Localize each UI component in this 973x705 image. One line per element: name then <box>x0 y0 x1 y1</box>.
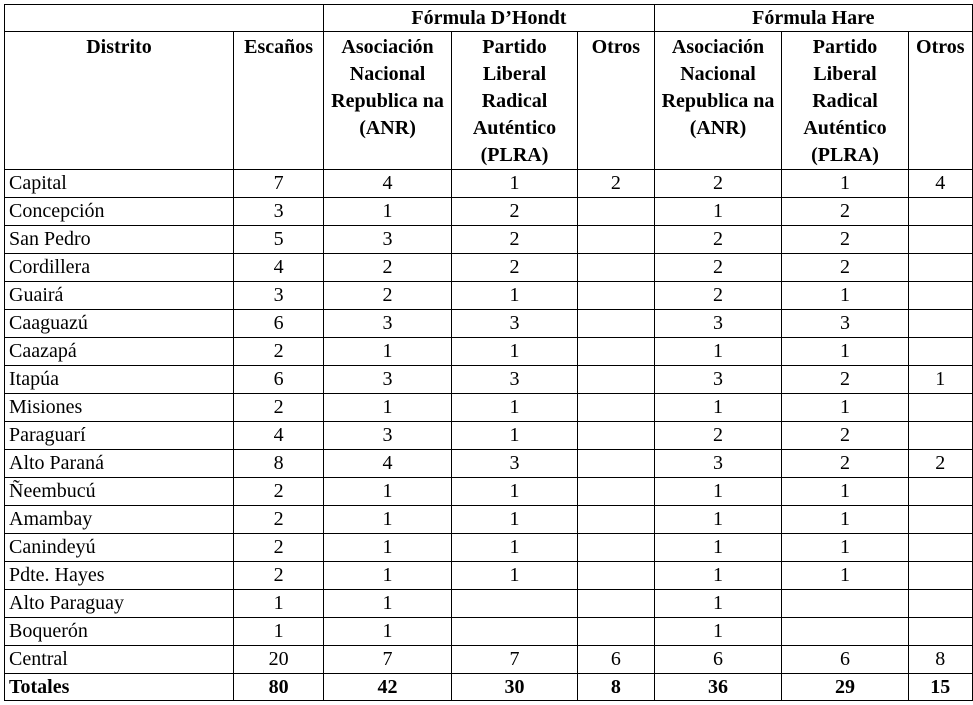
hare-group-header: Fórmula Hare <box>654 5 972 32</box>
cell-distrito: Ñeembucú <box>5 478 234 506</box>
cell-dhondt-otros <box>578 226 655 254</box>
table-row <box>5 646 973 674</box>
cell-dhondt-plra: 1 <box>451 338 577 366</box>
cell-hare-otros <box>908 310 972 338</box>
cell-hare-anr: 3 <box>654 450 782 478</box>
cell-escanos: 4 <box>234 254 324 282</box>
cell-dhondt-plra: 7 <box>451 646 577 674</box>
cell-hare-plra: 1 <box>782 534 908 562</box>
cell-dhondt-plra: 1 <box>451 170 577 198</box>
cell-hare-otros <box>908 282 972 310</box>
cell-dhondt-otros <box>578 282 655 310</box>
cell-dhondt-plra: 1 <box>451 562 577 590</box>
cell-hare-plra <box>782 590 908 618</box>
cell-dhondt-otros <box>578 366 655 394</box>
cell-distrito: Boquerón <box>5 618 234 646</box>
cell-distrito: Misiones <box>5 394 234 422</box>
cell-distrito: Itapúa <box>5 366 234 394</box>
cell-hare-plra: 1 <box>782 170 908 198</box>
header-dhondt-otros: Otros <box>578 32 655 170</box>
cell-hare-plra: 6 <box>782 646 908 674</box>
cell-dhondt-anr: 1 <box>324 478 452 506</box>
cell-hare-anr: 1 <box>654 198 782 226</box>
cell-hare-otros <box>908 198 972 226</box>
cell-hare-anr: 2 <box>654 422 782 450</box>
cell-escanos: 2 <box>234 506 324 534</box>
cell-distrito: Caazapá <box>5 338 234 366</box>
cell-escanos: 4 <box>234 422 324 450</box>
cell-dhondt-plra: 1 <box>451 422 577 450</box>
cell-distrito: Guairá <box>5 282 234 310</box>
table-row <box>5 198 973 226</box>
cell-escanos: 8 <box>234 450 324 478</box>
table-row <box>5 478 973 506</box>
cell-distrito: Pdte. Hayes <box>5 562 234 590</box>
cell-dhondt-plra: 3 <box>451 366 577 394</box>
cell-hare-plra <box>782 618 908 646</box>
cell-hare-otros <box>908 590 972 618</box>
cell-hare-anr: 2 <box>654 226 782 254</box>
cell-dhondt-anr: 1 <box>324 590 452 618</box>
cell-escanos: 3 <box>234 282 324 310</box>
table-row <box>5 422 973 450</box>
cell-dhondt-anr: 1 <box>324 618 452 646</box>
cell-dhondt-anr: 3 <box>324 226 452 254</box>
table-row <box>5 506 973 534</box>
cell-hare-anr: 3 <box>654 366 782 394</box>
cell-hare-anr: 1 <box>654 562 782 590</box>
cell-hare-plra: 2 <box>782 226 908 254</box>
totals-escanos: 80 <box>234 674 324 701</box>
table-row <box>5 562 973 590</box>
totals-hare-plra: 29 <box>782 674 908 701</box>
cell-hare-plra: 2 <box>782 422 908 450</box>
cell-hare-otros <box>908 534 972 562</box>
cell-dhondt-anr: 1 <box>324 338 452 366</box>
cell-hare-anr: 2 <box>654 170 782 198</box>
cell-hare-otros <box>908 226 972 254</box>
cell-dhondt-plra: 3 <box>451 310 577 338</box>
cell-dhondt-otros <box>578 338 655 366</box>
cell-dhondt-anr: 3 <box>324 310 452 338</box>
empty-header-cell <box>5 5 324 32</box>
cell-dhondt-otros <box>578 254 655 282</box>
cell-dhondt-otros <box>578 198 655 226</box>
dhondt-group-header: Fórmula D’Hondt <box>324 5 654 32</box>
cell-escanos: 6 <box>234 366 324 394</box>
totals-label: Totales <box>5 674 234 701</box>
cell-dhondt-plra: 1 <box>451 506 577 534</box>
totals-hare-anr: 36 <box>654 674 782 701</box>
cell-escanos: 20 <box>234 646 324 674</box>
table-row <box>5 226 973 254</box>
cell-hare-anr: 1 <box>654 590 782 618</box>
cell-distrito: Canindeyú <box>5 534 234 562</box>
header-hare-anr: Asociación Nacional Republica na (ANR) <box>654 32 782 170</box>
cell-escanos: 2 <box>234 394 324 422</box>
cell-escanos: 1 <box>234 590 324 618</box>
cell-escanos: 5 <box>234 226 324 254</box>
cell-dhondt-plra <box>451 618 577 646</box>
table-row <box>5 310 973 338</box>
cell-hare-otros <box>908 562 972 590</box>
cell-dhondt-plra: 2 <box>451 254 577 282</box>
cell-hare-plra: 3 <box>782 310 908 338</box>
header-hare-otros: Otros <box>908 32 972 170</box>
cell-dhondt-otros <box>578 310 655 338</box>
table-row <box>5 450 973 478</box>
cell-dhondt-plra: 1 <box>451 478 577 506</box>
cell-hare-plra: 2 <box>782 366 908 394</box>
cell-dhondt-anr: 1 <box>324 394 452 422</box>
table-row <box>5 394 973 422</box>
table-row <box>5 534 973 562</box>
table-row <box>5 590 973 618</box>
cell-dhondt-otros <box>578 618 655 646</box>
cell-distrito: Cordillera <box>5 254 234 282</box>
cell-dhondt-anr: 3 <box>324 422 452 450</box>
cell-hare-otros: 4 <box>908 170 972 198</box>
cell-hare-plra: 1 <box>782 506 908 534</box>
cell-dhondt-anr: 1 <box>324 534 452 562</box>
cell-dhondt-otros <box>578 422 655 450</box>
totals-dhondt-otros: 8 <box>578 674 655 701</box>
cell-hare-anr: 1 <box>654 478 782 506</box>
cell-hare-otros: 8 <box>908 646 972 674</box>
table-row <box>5 254 973 282</box>
cell-escanos: 2 <box>234 338 324 366</box>
cell-hare-plra: 1 <box>782 282 908 310</box>
seat-distribution-table <box>4 4 973 701</box>
cell-hare-anr: 1 <box>654 506 782 534</box>
header-hare-plra: Partido Liberal Radical Auténtico (PLRA) <box>782 32 908 170</box>
table-body <box>5 170 973 674</box>
table-row <box>5 618 973 646</box>
cell-distrito: Central <box>5 646 234 674</box>
cell-distrito: San Pedro <box>5 226 234 254</box>
cell-escanos: 2 <box>234 534 324 562</box>
cell-distrito: Caaguazú <box>5 310 234 338</box>
cell-hare-plra: 2 <box>782 254 908 282</box>
totals-dhondt-anr: 42 <box>324 674 452 701</box>
table-row <box>5 338 973 366</box>
cell-hare-otros <box>908 618 972 646</box>
cell-escanos: 2 <box>234 562 324 590</box>
header-distrito: Distrito <box>5 32 234 170</box>
cell-escanos: 6 <box>234 310 324 338</box>
cell-dhondt-anr: 2 <box>324 282 452 310</box>
cell-hare-plra: 1 <box>782 394 908 422</box>
cell-hare-anr: 3 <box>654 310 782 338</box>
cell-hare-otros <box>908 422 972 450</box>
cell-dhondt-anr: 1 <box>324 198 452 226</box>
cell-hare-anr: 1 <box>654 394 782 422</box>
cell-dhondt-anr: 3 <box>324 366 452 394</box>
cell-hare-anr: 1 <box>654 618 782 646</box>
cell-dhondt-anr: 1 <box>324 506 452 534</box>
cell-dhondt-anr: 2 <box>324 254 452 282</box>
header-escanos: Escaños <box>234 32 324 170</box>
cell-dhondt-plra: 3 <box>451 450 577 478</box>
table-row <box>5 366 973 394</box>
cell-hare-anr: 6 <box>654 646 782 674</box>
cell-hare-anr: 1 <box>654 338 782 366</box>
cell-dhondt-anr: 1 <box>324 562 452 590</box>
cell-hare-anr: 2 <box>654 282 782 310</box>
header-dhondt-plra: Partido Liberal Radical Auténtico (PLRA) <box>451 32 577 170</box>
cell-distrito: Alto Paraguay <box>5 590 234 618</box>
table-row <box>5 282 973 310</box>
cell-dhondt-anr: 7 <box>324 646 452 674</box>
cell-dhondt-otros <box>578 590 655 618</box>
cell-dhondt-otros <box>578 562 655 590</box>
cell-escanos: 3 <box>234 198 324 226</box>
cell-dhondt-otros <box>578 450 655 478</box>
cell-distrito: Paraguarí <box>5 422 234 450</box>
cell-escanos: 1 <box>234 618 324 646</box>
totals-hare-otros: 15 <box>908 674 972 701</box>
cell-dhondt-otros <box>578 478 655 506</box>
cell-hare-plra: 1 <box>782 562 908 590</box>
cell-hare-plra: 1 <box>782 478 908 506</box>
cell-dhondt-otros <box>578 534 655 562</box>
cell-dhondt-plra: 2 <box>451 198 577 226</box>
cell-distrito: Concepción <box>5 198 234 226</box>
cell-dhondt-plra <box>451 590 577 618</box>
cell-dhondt-otros: 6 <box>578 646 655 674</box>
cell-hare-plra: 2 <box>782 198 908 226</box>
cell-dhondt-plra: 1 <box>451 394 577 422</box>
cell-distrito: Capital <box>5 170 234 198</box>
cell-hare-otros <box>908 338 972 366</box>
cell-dhondt-plra: 2 <box>451 226 577 254</box>
cell-hare-anr: 1 <box>654 534 782 562</box>
cell-dhondt-otros <box>578 506 655 534</box>
cell-hare-otros <box>908 478 972 506</box>
cell-dhondt-anr: 4 <box>324 170 452 198</box>
cell-dhondt-otros <box>578 394 655 422</box>
cell-escanos: 2 <box>234 478 324 506</box>
cell-dhondt-anr: 4 <box>324 450 452 478</box>
table-row <box>5 170 973 198</box>
cell-hare-plra: 2 <box>782 450 908 478</box>
cell-hare-plra: 1 <box>782 338 908 366</box>
cell-escanos: 7 <box>234 170 324 198</box>
totals-dhondt-plra: 30 <box>451 674 577 701</box>
cell-dhondt-otros: 2 <box>578 170 655 198</box>
cell-hare-anr: 2 <box>654 254 782 282</box>
cell-hare-otros <box>908 506 972 534</box>
cell-hare-otros: 2 <box>908 450 972 478</box>
column-header-row <box>5 32 973 170</box>
cell-hare-otros <box>908 394 972 422</box>
totals-row <box>5 674 973 701</box>
cell-distrito: Alto Paraná <box>5 450 234 478</box>
cell-dhondt-plra: 1 <box>451 534 577 562</box>
cell-hare-otros <box>908 254 972 282</box>
header-dhondt-anr: Asociación Nacional Republica na (ANR) <box>324 32 452 170</box>
group-header-row <box>5 5 973 32</box>
cell-hare-otros: 1 <box>908 366 972 394</box>
cell-distrito: Amambay <box>5 506 234 534</box>
cell-dhondt-plra: 1 <box>451 282 577 310</box>
